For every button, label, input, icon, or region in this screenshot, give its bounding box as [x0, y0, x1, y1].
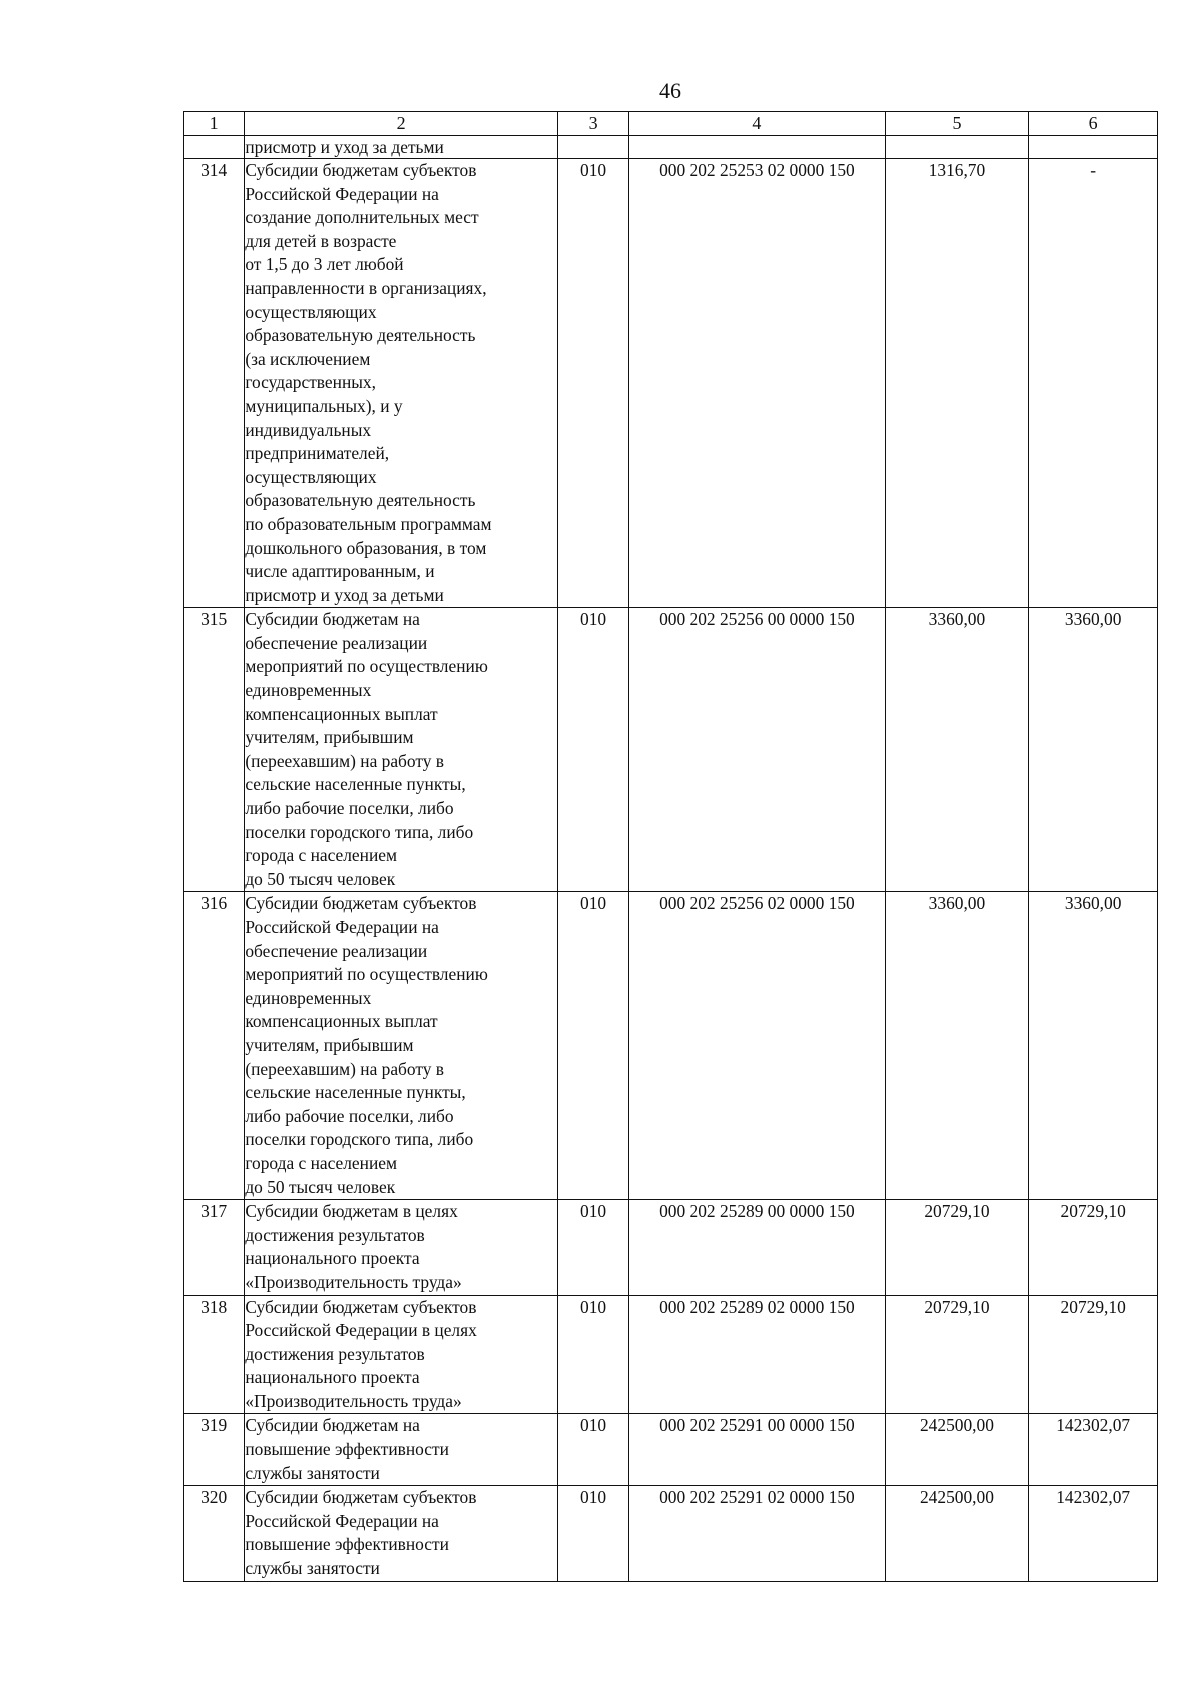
row-name-line: Субсидии бюджетам в целях: [245, 1201, 458, 1222]
row-name-line: службы занятости: [245, 1558, 380, 1579]
row-chapter: 010: [557, 159, 628, 608]
row-number: 320: [184, 1486, 245, 1581]
table-row: [184, 892, 1158, 1200]
row-sum-1: 20729,10: [885, 1295, 1029, 1414]
row-name-line: создание дополнительных мест: [245, 207, 479, 228]
table-row: [184, 608, 1158, 892]
row-name: [245, 1200, 558, 1295]
row-name-line: компенсационных выплат: [245, 703, 438, 724]
row-name-line: Российской Федерации на: [245, 917, 439, 937]
column-header: 1: [184, 112, 245, 136]
row-code: 000 202 25291 00 0000 150: [629, 1414, 885, 1486]
row-number: 314: [184, 159, 245, 608]
row-sum-2: [1029, 136, 1158, 159]
row-number: 318: [184, 1295, 245, 1414]
row-name-line: «Производительность труда»: [245, 1390, 462, 1411]
row-name-line: Субсидии бюджетам субъектов: [245, 1296, 477, 1317]
row-name: [245, 608, 558, 892]
row-name-line: до 50 тысяч человек: [245, 868, 396, 889]
row-name-line: Субсидии бюджетам субъектов: [245, 160, 477, 180]
table-row: [184, 1486, 1158, 1581]
row-name-line: города с населением: [245, 1152, 397, 1173]
row-name-line: либо рабочие поселки, либо: [245, 798, 454, 819]
row-name-line: Субсидии бюджетам субъектов: [245, 1487, 477, 1508]
column-header: 5: [885, 112, 1029, 136]
row-sum-2: 142302,07: [1029, 1486, 1158, 1581]
row-name: присмотр и уход за детьми: [245, 136, 558, 159]
row-sum-2: -: [1029, 159, 1158, 608]
row-name-line: осуществляющих: [245, 301, 377, 322]
row-name-line: компенсационных выплат: [245, 1011, 438, 1032]
row-sum-1: 20729,10: [885, 1200, 1029, 1295]
row-name-line: присмотр и уход за детьми: [245, 584, 444, 605]
row-number: [184, 136, 245, 159]
row-name: [245, 159, 558, 608]
row-name-line: повышение эффективности: [245, 1439, 449, 1460]
row-name-line: от 1,5 до 3 лет любой: [245, 254, 404, 275]
row-name-line: единовременных: [245, 680, 372, 701]
row-name-line: (переехавшим) на работу в: [245, 750, 444, 771]
row-name: [245, 892, 558, 1200]
table-row: [184, 1200, 1158, 1295]
column-header: 3: [557, 112, 628, 136]
row-name-line: по образовательным программам: [245, 513, 492, 534]
row-name-line: образовательную деятельность: [245, 325, 476, 346]
column-header: 4: [629, 112, 885, 136]
row-name-line: «Производительность труда»: [245, 1271, 462, 1292]
row-name-line: повышение эффективности: [245, 1534, 449, 1555]
row-name-line: муниципальных), и у: [245, 395, 403, 416]
row-code: 000 202 25289 00 0000 150: [629, 1200, 885, 1295]
row-name: [245, 1414, 558, 1486]
row-chapter: 010: [557, 608, 628, 892]
row-name-line: достижения результатов: [245, 1343, 425, 1364]
page-number: 46: [659, 78, 681, 103]
row-sum-1: 3360,00: [885, 892, 1029, 1200]
row-sum-2: 3360,00: [1029, 892, 1158, 1200]
row-chapter: 010: [557, 1295, 628, 1414]
row-chapter: 010: [557, 1414, 628, 1486]
row-chapter: 010: [557, 892, 628, 1200]
row-number: 317: [184, 1200, 245, 1295]
row-name-line: сельские населенные пункты,: [245, 1082, 466, 1103]
row-name-line: индивидуальных: [245, 419, 372, 440]
row-name-line: города с населением: [245, 845, 397, 866]
table-row: [184, 1414, 1158, 1486]
row-chapter: 010: [557, 1486, 628, 1581]
row-name-line: учителям, прибывшим: [245, 1034, 414, 1055]
row-name-line: национального проекта: [245, 1367, 420, 1388]
row-name-line: для детей в возрасте: [245, 230, 397, 251]
column-header: 2: [245, 112, 558, 136]
row-name-line: предпринимателей,: [245, 443, 390, 464]
row-code: [629, 136, 885, 159]
row-code: 000 202 25291 02 0000 150: [629, 1486, 885, 1581]
row-name-line: до 50 тысяч человек: [245, 1176, 396, 1197]
row-name: [245, 1486, 558, 1581]
row-name-line: числе адаптированным, и: [245, 561, 435, 582]
row-name-line: поселки городского типа, либо: [245, 1129, 474, 1150]
row-name-line: Российской Федерации на: [245, 183, 439, 204]
row-chapter: 010: [557, 1200, 628, 1295]
table-header-row: [184, 112, 1158, 136]
row-sum-2: 20729,10: [1029, 1295, 1158, 1414]
row-code: 000 202 25289 02 0000 150: [629, 1295, 885, 1414]
row-sum-1: 1316,70: [885, 159, 1029, 608]
row-name-line: Субсидии бюджетам на: [245, 1415, 420, 1436]
row-sum-1: 242500,00: [885, 1486, 1029, 1581]
row-code: 000 202 25256 00 0000 150: [629, 608, 885, 892]
row-name-line: обеспечение реализации: [245, 940, 428, 961]
row-name-line: мероприятий по осуществлению: [245, 656, 488, 677]
row-name-line: (переехавшим) на работу в: [245, 1058, 444, 1079]
row-name: [245, 1295, 558, 1414]
row-chapter: [557, 136, 628, 159]
row-number: 315: [184, 608, 245, 892]
row-name-line: Российской Федерации в целях: [245, 1320, 477, 1341]
row-sum-2: 20729,10: [1029, 1200, 1158, 1295]
continuation-row: [184, 136, 1158, 159]
row-name-line: Субсидии бюджетам на: [245, 609, 420, 630]
row-name-line: либо рабочие поселки, либо: [245, 1105, 454, 1126]
row-code: 000 202 25253 02 0000 150: [629, 159, 885, 608]
row-name-line: Российской Федерации на: [245, 1510, 439, 1531]
row-sum-1: 3360,00: [885, 608, 1029, 892]
row-name-line: (за исключением: [245, 348, 371, 369]
table-row: [184, 1295, 1158, 1414]
row-name-line: национального проекта: [245, 1248, 420, 1269]
row-name-line: сельские населенные пункты,: [245, 774, 466, 795]
row-sum-1: [885, 136, 1029, 159]
row-name-line: учителям, прибывшим: [245, 727, 414, 748]
row-name-line: направленности в организациях,: [245, 277, 487, 298]
row-name-line: единовременных: [245, 987, 372, 1008]
row-name-line: поселки городского типа, либо: [245, 821, 474, 842]
row-sum-1: 242500,00: [885, 1414, 1029, 1486]
row-name-line: образовательную деятельность: [245, 490, 476, 511]
table-row: [184, 159, 1158, 608]
row-sum-2: 3360,00: [1029, 608, 1158, 892]
row-sum-2: 142302,07: [1029, 1414, 1158, 1486]
row-name-line: мероприятий по осуществлению: [245, 964, 488, 985]
row-name-line: обеспечение реализации: [245, 632, 428, 653]
row-name-line: достижения результатов: [245, 1224, 425, 1245]
column-header: 6: [1029, 112, 1158, 136]
row-number: 316: [184, 892, 245, 1200]
budget-table: [183, 111, 1158, 1582]
row-name-line: осуществляющих: [245, 466, 377, 487]
row-name-line: дошкольного образования, в том: [245, 537, 487, 558]
row-name-line: Субсидии бюджетам субъектов: [245, 893, 477, 914]
row-code: 000 202 25256 02 0000 150: [629, 892, 885, 1200]
row-name-line: государственных,: [245, 372, 376, 393]
row-name-line: службы занятости: [245, 1462, 380, 1483]
row-number: 319: [184, 1414, 245, 1486]
